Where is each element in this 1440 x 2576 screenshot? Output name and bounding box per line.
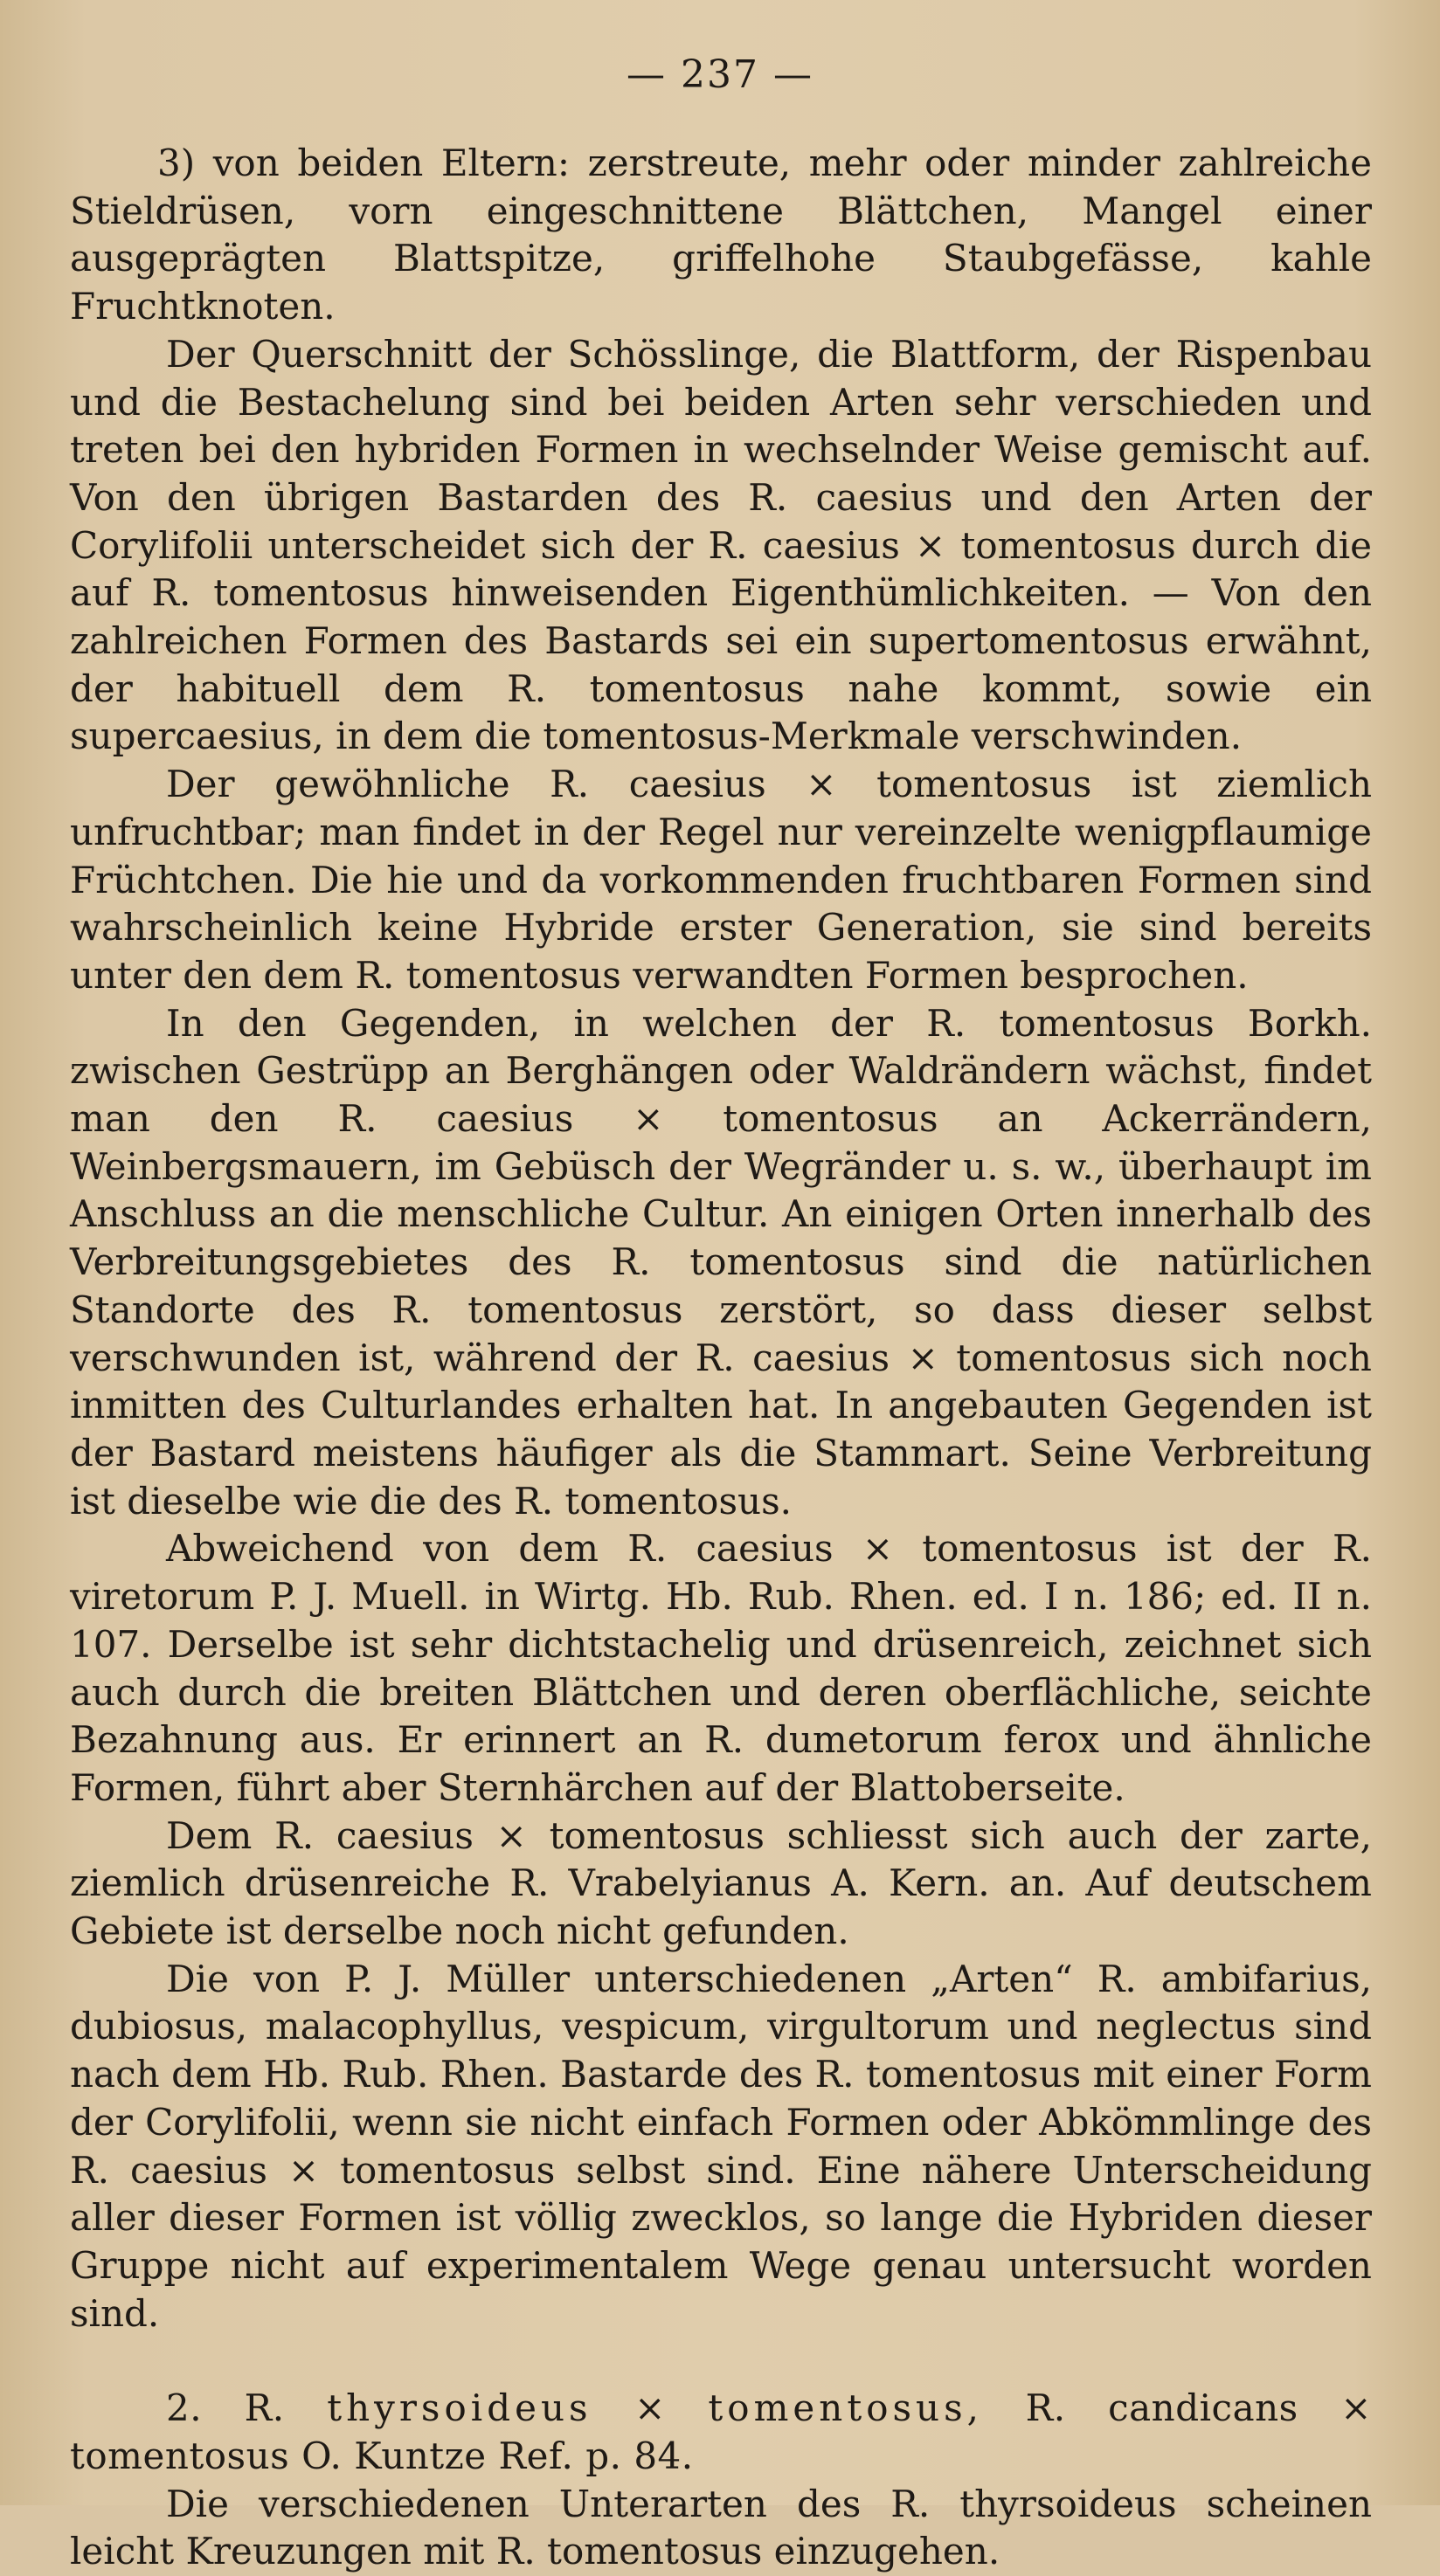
section-name-a: thyrsoideus [327, 2386, 592, 2430]
paragraph-3: Der gewöhnliche R. caesius × tomentosus ist ziemlich unfruchtbar; man findet in der Regel nur vereinzelte wenigpflaumige Früchtchen. Die hie und da vorkommenden fruchtbaren Formen sind wahrscheinlich keine Hybride erster Generation, sie sind bereits unter den dem R. tomentosus verwandten Formen besprochen. [70, 763, 1372, 997]
page-number: — 237 — [627, 52, 813, 97]
section-heading [70, 2385, 1372, 2480]
section-cross: × [634, 2386, 666, 2430]
section-name-b: tomentosus, [708, 2386, 983, 2430]
paragraph-1: 3) von beiden Eltern: zerstreute, mehr oder minder zahlreiche Stieldrüsen, vorn eingeschnittene Blättchen, Mangel einer ausgeprägten Blattspitze, griffelhohe Staubgefässe, kahle Fruchtknoten. [70, 142, 1372, 328]
paragraph-5: Abweichend von dem R. caesius × tomentosus ist der R. viretorum P. J. Muell. in Wirtg. Hb. Rub. Rhen. ed. I n. 186; ed. II n. 107. Derselbe ist sehr dichtstachelig und drüsenreich, zeichnet sich auch durch die breiten Blättchen und deren oberflächliche, seichte Bezahnung aus. Er erinnert an R. dumetorum ferox und ähnliche Formen, führt aber Sternhärchen auf der Blattoberseite. [70, 1527, 1372, 1809]
body-text [70, 140, 1372, 2576]
paragraph-7: Die von P. J. Müller unterschiedenen „Arten“ R. ambifarius, dubiosus, malacophyllus, vespicum, virgultorum und neglectus sind nach dem Hb. Rub. Rhen. Bastarde des R. tomentosus mit einer Form der Corylifolii, wenn sie nicht einfach Formen oder Abkömmlinge des R. caesius × tomentosus selbst sind. Eine nähere Unterscheidung aller dieser Formen ist völlig zwecklos, so lange die Hybriden dieser Gruppe nicht auf experimentalem Wege genau untersucht worden sind. [70, 1957, 1372, 2335]
closing-paragraph: Die verschiedenen Unterarten des R. thyrsoideus scheinen leicht Kreuzungen mit R. tomentosus einzugehen. [70, 2482, 1372, 2573]
paragraph-6: Dem R. caesius × tomentosus schliesst sich auch der zarte, ziemlich drüsenreiche R. Vrabelyianus A. Kern. an. Auf deutschem Gebiete ist derselbe noch nicht gefunden. [70, 1813, 1372, 1953]
paragraph-4: In den Gegenden, in welchen der R. tomentosus Borkh. zwischen Gestrüpp an Berghängen oder Waldrändern wächst, findet man den R. caesius × tomentosus an Ackerrändern, Weinbergsmauern, im Gebüsch der Wegränder u. s. w., überhaupt im Anschluss an die menschliche Cultur. An einigen Orten innerhalb des Verbreitungsgebietes des R. tomentosus sind die natürlichen Standorte des R. tomentosus zerstört, so dass dieser selbst verschwunden ist, während der R. caesius × tomentosus sich noch inmitten des Culturlandes erhalten hat. In angebauten Gegenden ist der Bastard meistens häufiger als die Stammart. Seine Verbreitung ist dieselbe wie die des R. tomentosus. [70, 1001, 1372, 1523]
paragraph-2: Der Querschnitt der Schösslinge, die Blattform, der Rispenbau und die Bestachelung sind bei beiden Arten sehr verschieden und treten bei den hybriden Formen in wechselnder Weise gemischt auf. Von den übrigen Bastarden des R. caesius und den Arten der Corylifolii unterscheidet sich der R. caesius × tomentosus durch die auf R. tomentosus hinweisenden Eigenthümlichkeiten. — Von den zahlreichen Formen des Bastards sei ein supertomentosus erwähnt, der habituell dem R. tomentosus nahe kommt, sowie ein supercaesius, in dem die tomentosus-Merkmale verschwinden. [70, 332, 1372, 758]
section-number: 2. R. [166, 2386, 285, 2430]
section-synonym: R. candicans × tomentosus O. Kuntze Ref. p. 84. [70, 2386, 1372, 2478]
